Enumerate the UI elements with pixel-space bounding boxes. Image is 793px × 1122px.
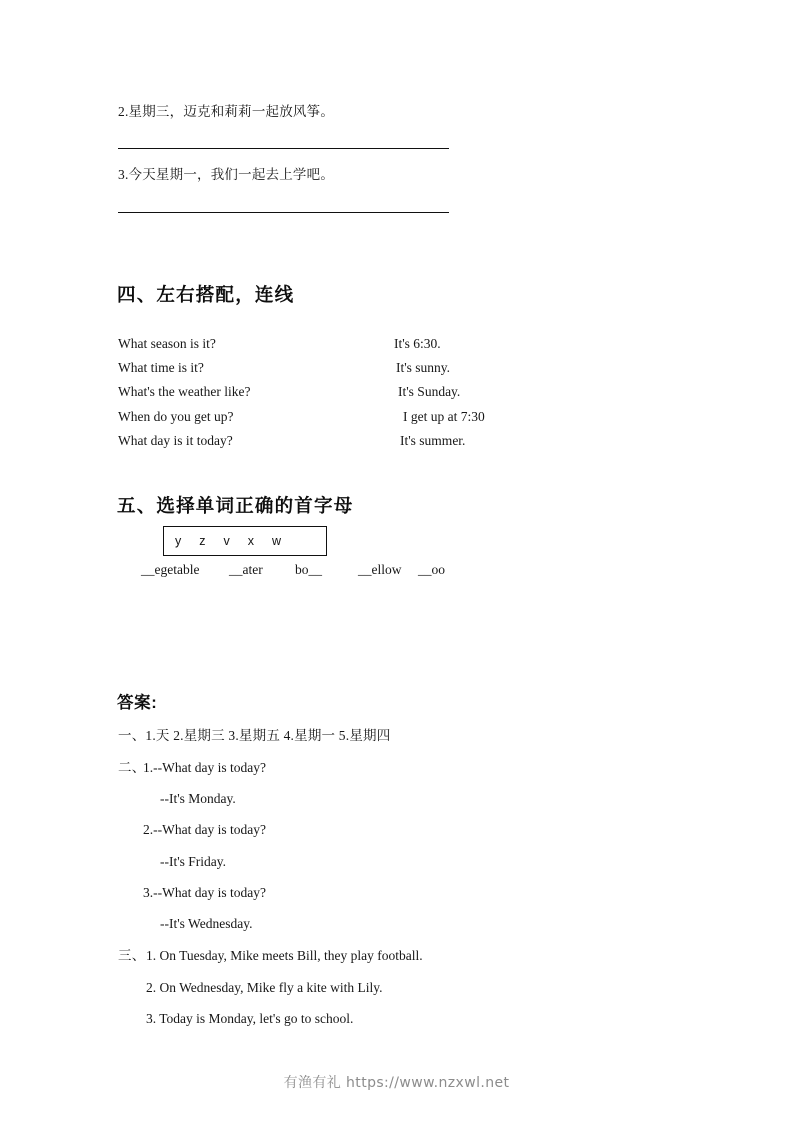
answers-heading: 答案: — [117, 694, 158, 712]
answers-group-two-item-4: --It's Friday. — [160, 854, 227, 869]
word-blank-vegetable[interactable]: __egetable — [141, 562, 200, 577]
match-right-item-4: I get up at 7:30 — [403, 409, 485, 424]
answer-rule-1 — [118, 148, 449, 149]
answers-group-three-label: 三、 — [118, 948, 146, 963]
letter-choice-box — [163, 526, 327, 556]
match-left-item-1: What season is it? — [118, 336, 216, 351]
word-blank-box[interactable]: bo__ — [295, 562, 322, 577]
answers-group-three-item-2: 2. On Wednesday, Mike fly a kite with Lily. — [146, 980, 383, 995]
section-four-heading: 四、左右搭配，连线 — [117, 284, 295, 305]
match-right-item-5: It's summer. — [400, 433, 466, 448]
letter-option-w[interactable]: w — [272, 534, 282, 548]
answer-rule-2 — [118, 212, 449, 213]
answers-group-one: 一、1.天 2.星期三 3.星期五 4.星期一 5.星期四 — [118, 728, 391, 743]
answers-group-two-item-6: --It's Wednesday. — [160, 916, 253, 931]
match-left-item-4: When do you get up? — [118, 409, 234, 424]
answers-group-three-item-3: 3. Today is Monday, let's go to school. — [146, 1011, 354, 1026]
answers-group-two-item-3: 2.--What day is today? — [143, 822, 266, 837]
letter-option-z[interactable]: z — [199, 534, 206, 548]
letter-option-x[interactable]: x — [247, 534, 254, 548]
match-right-item-2: It's sunny. — [396, 360, 451, 375]
answers-group-two-item-1: 1.--What day is today? — [143, 760, 266, 775]
translation-item-2: 2.星期三，迈克和莉莉一起放风筝。 — [118, 104, 335, 119]
section-five-heading: 五、选择单词正确的首字母 — [117, 495, 354, 516]
word-blank-water[interactable]: __ater — [229, 562, 263, 577]
word-blank-yellow[interactable]: __ellow — [358, 562, 402, 577]
letter-option-v[interactable]: v — [223, 534, 230, 548]
answers-group-two-item-2: --It's Monday. — [160, 791, 236, 806]
match-left-item-3: What's the weather like? — [118, 384, 251, 399]
translation-item-3: 3.今天星期一，我们一起去上学吧。 — [118, 167, 335, 182]
answers-group-two-label: 二、 — [118, 760, 146, 775]
match-left-item-2: What time is it? — [118, 360, 204, 375]
letter-option-y[interactable]: y — [175, 534, 182, 548]
letter-choice-list — [164, 534, 281, 548]
answers-group-three-item-1: 1. On Tuesday, Mike meets Bill, they play football. — [146, 948, 423, 963]
answers-group-two-item-5: 3.--What day is today? — [143, 885, 266, 900]
match-left-item-5: What day is it today? — [118, 433, 233, 448]
word-blank-zoo[interactable]: __oo — [418, 562, 445, 577]
footer-watermark: 有渔有礼 https://www.nzxwl.net — [283, 1075, 510, 1091]
match-right-item-1: It's 6:30. — [394, 336, 441, 351]
match-right-item-3: It's Sunday. — [398, 384, 461, 399]
